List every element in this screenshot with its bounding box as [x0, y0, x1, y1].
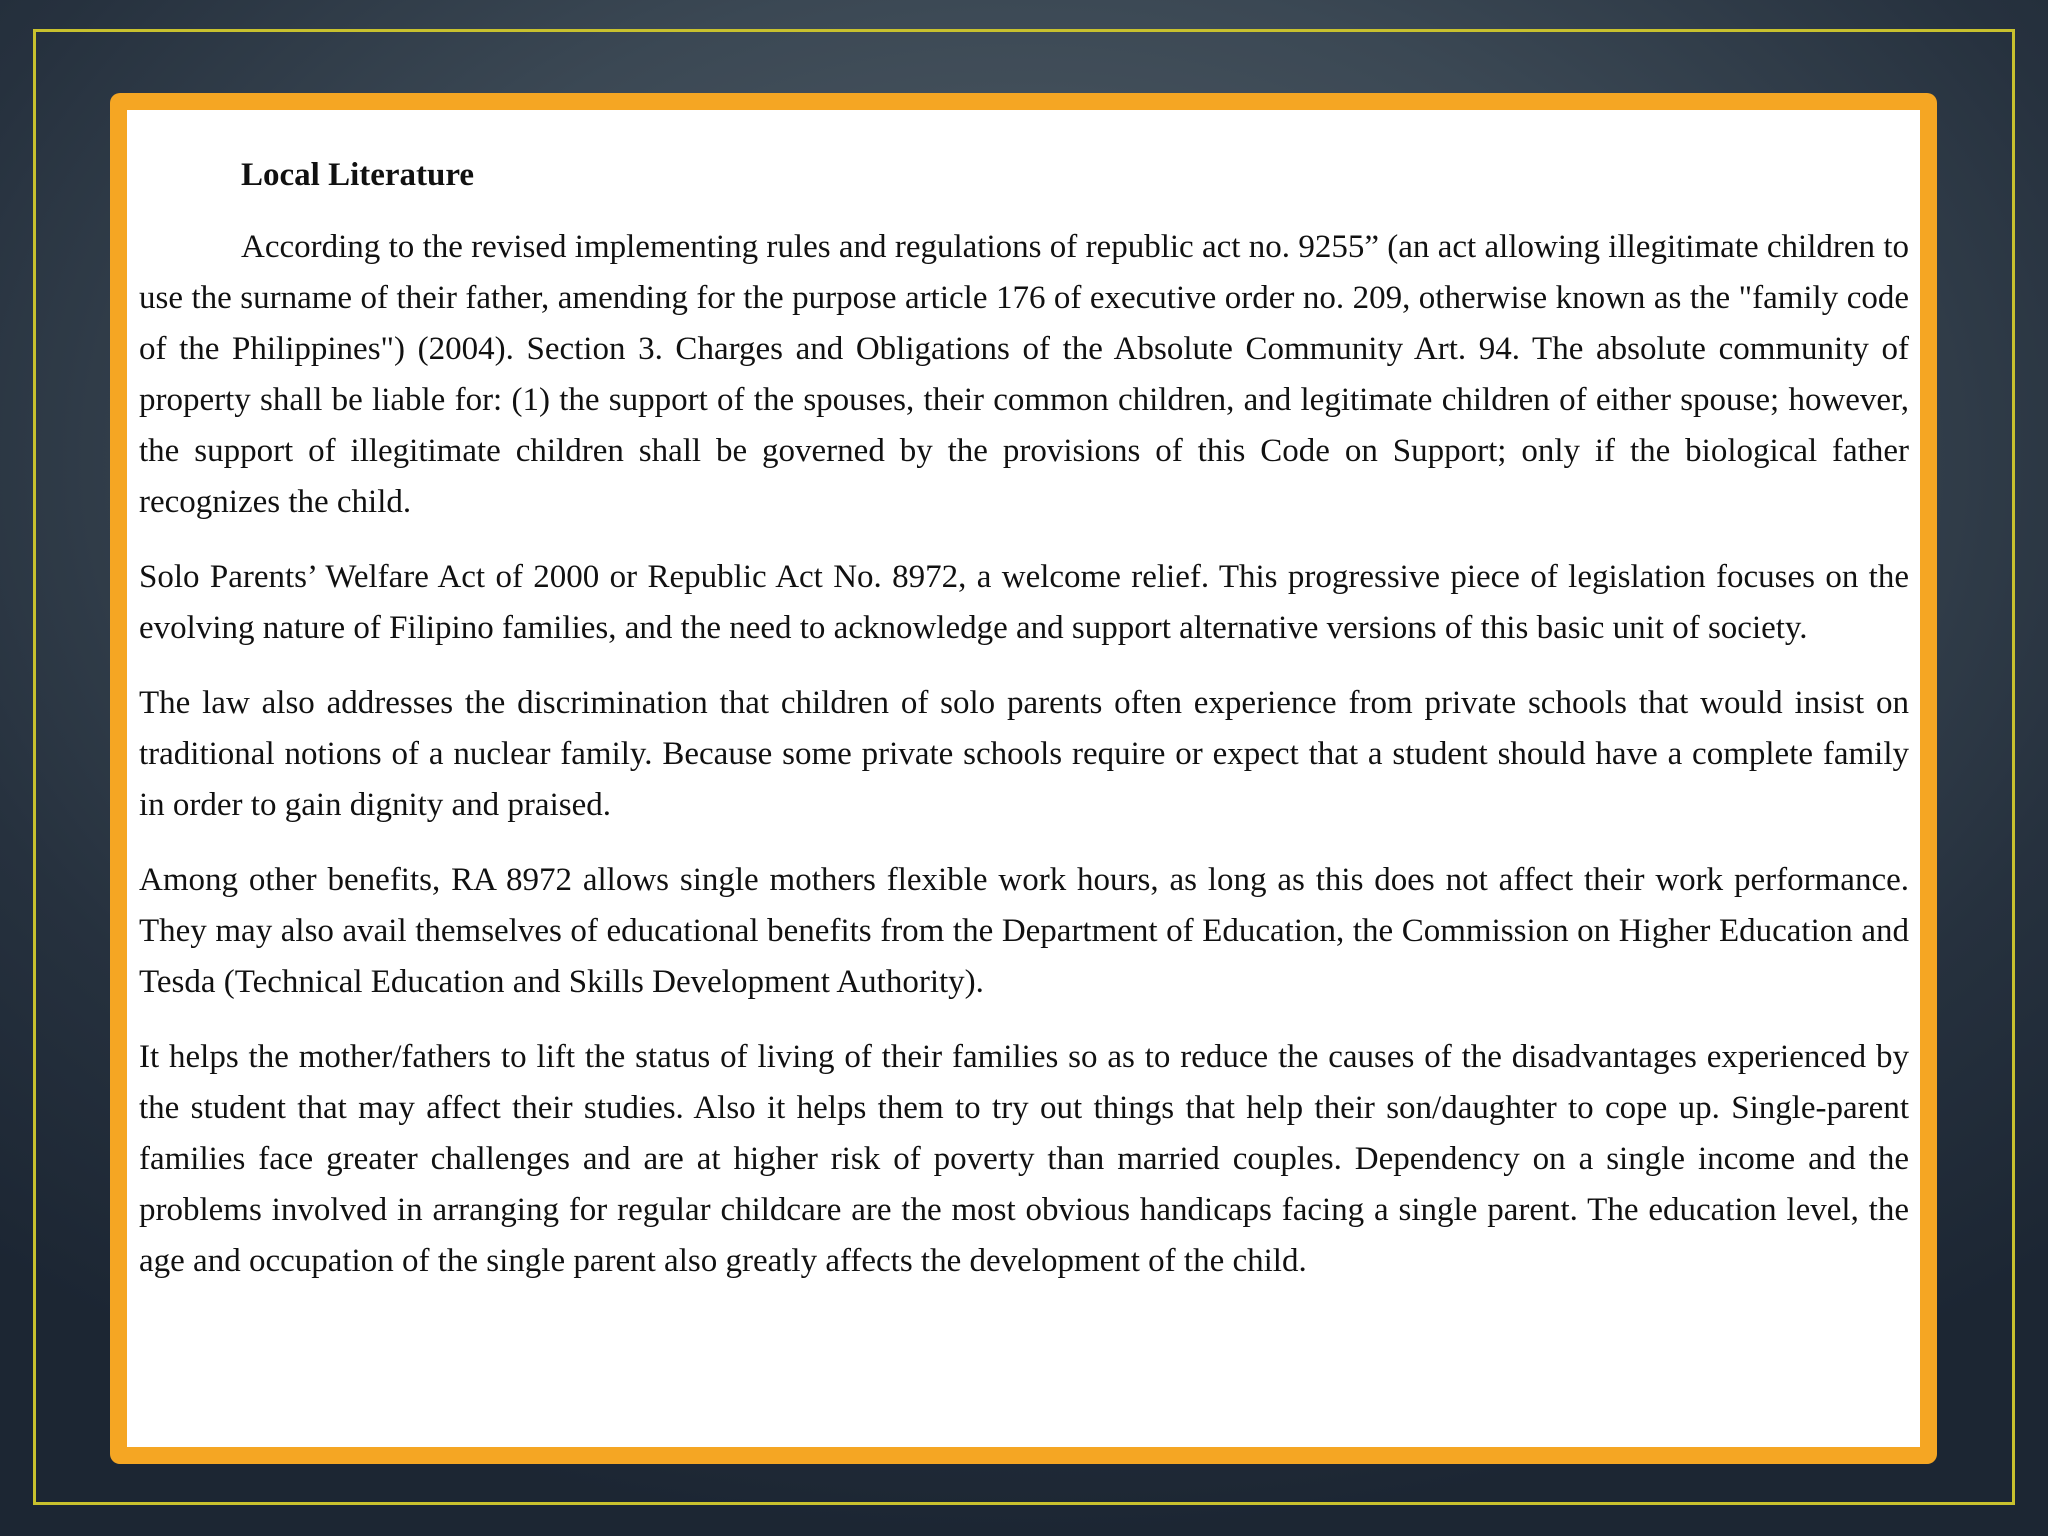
- paragraph-family-challenges: It helps the mother/fathers to lift the status of living of their families so as to reduce the causes of the disadvantages experienced by the student that may affect their studies. Also it helps them to try out things that help their son/daughter to cope up. Single-parent families face greater challenges and are at higher risk of poverty than married couples. Dependency on a single income and the problems involved in arranging for regular childcare are the most obvious handicaps facing a single parent. The education level, the age and occupation of the single parent also greatly affects the development of the child.: [139, 1039, 1909, 1279]
- paragraph-benefits: Among other benefits, RA 8972 allows single mothers flexible work hours, as long as this does not affect their work performance. They may also avail themselves of educational benefits from the Department of Education, the Commission on Higher Education and Tesda (Technical Education and Skills Development Authority).: [139, 862, 1909, 1000]
- paragraph-solo-parents-act: Solo Parents’ Welfare Act of 2000 or Republic Act No. 8972, a welcome relief. This progressive piece of legislation focuses on the evolving nature of Filipino families, and the need to acknowledge and support alternative versions of this basic unit of society.: [139, 559, 1909, 646]
- paragraph-ra-9255: According to the revised implementing rules and regulations of republic act no. 9255” (an act allowing illegitimate children to use the surname of their father, amending for the purpose article 176 of executive order no. 209, otherwise known as the "family code of the Philippines") (2004). Section 3. Charges and Obligations of the Absolute Community Art. 94. The absolute community of property shall be liable for: (1) the support of the spouses, their common children, and legitimate children of either spouse; however, the support of illegitimate children shall be governed by the provisions of this Code on Support; only if the biological father recognizes the child.: [139, 229, 1909, 520]
- paragraph-discrimination: The law also addresses the discrimination that children of solo parents often experience from private schools that would insist on traditional notions of a nuclear family. Because some private schools require or expect that a student should have a complete family in order to gain dignity and praised.: [139, 685, 1909, 823]
- content-panel: [110, 93, 1937, 1464]
- section-heading: Local Literature: [241, 157, 475, 193]
